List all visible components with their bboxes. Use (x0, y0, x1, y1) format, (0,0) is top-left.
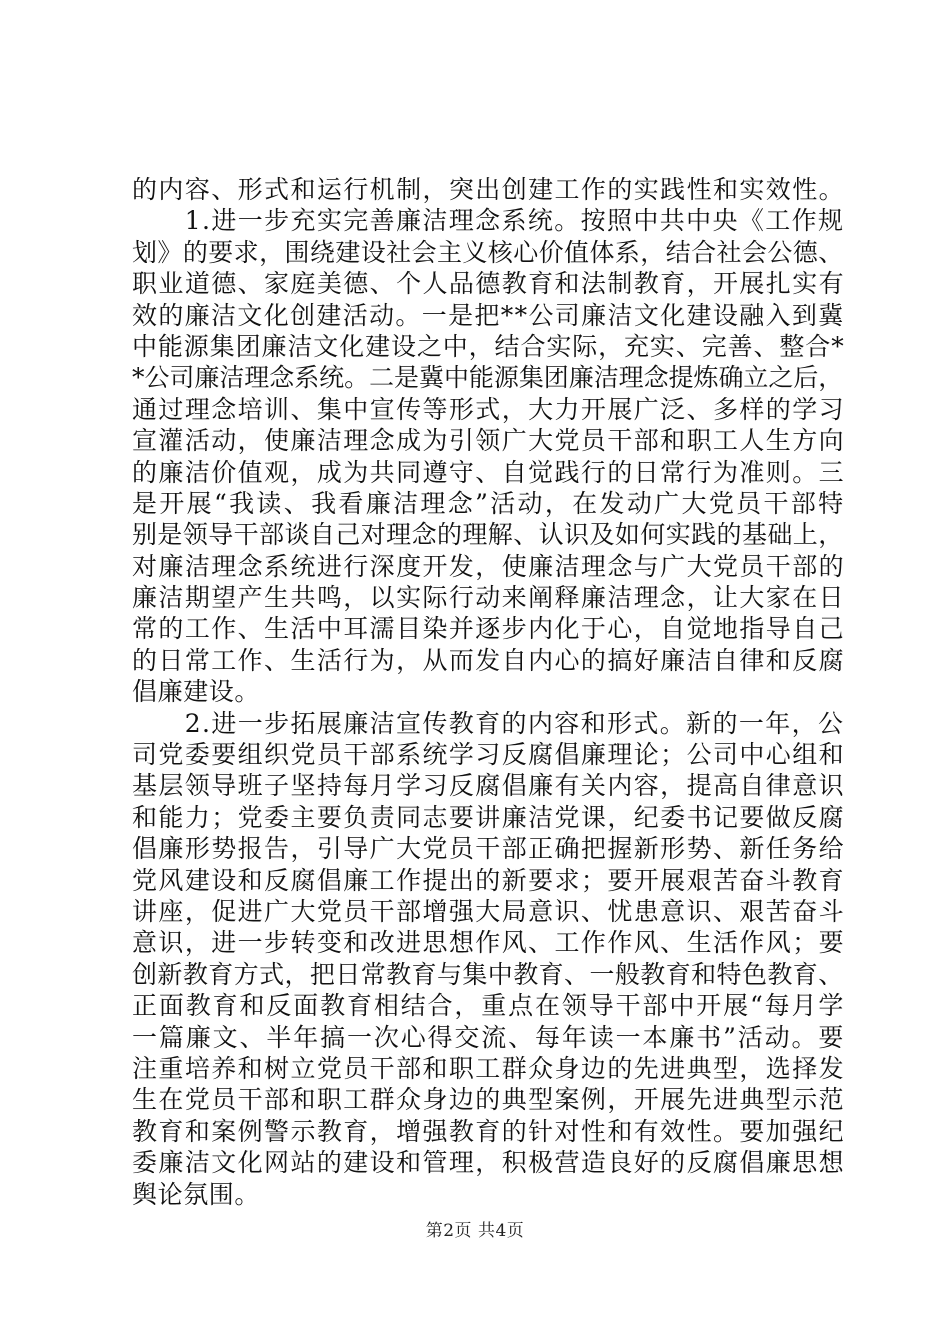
text-line: 创新教育方式，把日常教育与集中教育、一般教育和特色教育、 (132, 959, 844, 989)
text-line: 职业道德、家庭美德、个人品德教育和法制教育，开展扎实有 (132, 269, 846, 299)
text-line: 的日常工作、生活行为，从而发自内心的搞好廉洁自律和反腐 (132, 645, 846, 675)
document-body (132, 174, 844, 1210)
text-line: 正面教育和反面教育相结合，重点在领导干部中开展“每月学 (132, 991, 846, 1021)
text-line: 划》的要求，围绕建设社会主义核心价值体系，结合社会公德、 (132, 237, 844, 267)
text-line: 宣灌活动，使廉洁理念成为引领广大党员干部和职工人生方向 (132, 426, 846, 456)
text-line: 中能源集团廉洁文化建设之中，结合实际，充实、完善、整合* (132, 331, 845, 361)
text-line: 的廉洁价值观，成为共同遵守、自觉践行的日常行为准则。三 (132, 457, 846, 487)
text-line: 基层领导班子坚持每月学习反腐倡廉有关内容，提高自律意识 (132, 771, 846, 801)
text-line: 注重培养和树立党员干部和职工群众身边的先进典型，选择发 (132, 1053, 846, 1083)
text-line: 舆论氛围。 (132, 1179, 261, 1209)
text-line: 和能力；党委主要负责同志要讲廉洁党课，纪委书记要做反腐 (132, 802, 846, 832)
text-line: 一篇廉文、半年搞一次心得交流、每年读一本廉书”活动。要 (132, 1022, 846, 1052)
text-line: 意识，进一步转变和改进思想作风、工作作风、生活作风；要 (132, 928, 846, 958)
text-line: 是开展“我读、我看廉洁理念”活动，在发动广大党员干部特 (132, 488, 846, 518)
text-line: 生在党员干部和职工群众身边的典型案例，开展先进典型示范 (132, 1085, 846, 1115)
text-line: 倡廉建设。 (132, 677, 261, 707)
text-line: 委廉洁文化网站的建设和管理，积极营造良好的反腐倡廉思想 (132, 1148, 846, 1178)
text-line: 讲座，促进广大党员干部增强大局意识、忧患意识、艰苦奋斗 (132, 896, 846, 926)
page-number-footer: 第2页 共4页 (425, 1221, 525, 1241)
text-line: 司党委要组织党员干部系统学习反腐倡廉理论；公司中心组和 (132, 740, 846, 770)
text-line: 2.进一步拓展廉洁宣传教育的内容和形式。新的一年，公 (132, 708, 845, 738)
text-line: 廉洁期望产生共鸣，以实际行动来阐释廉洁理念，让大家在日 (132, 583, 846, 613)
text-line: 通过理念培训、集中宣传等形式，大力开展广泛、多样的学习 (132, 394, 846, 424)
text-line: 常的工作、生活中耳濡目染并逐步内化于心，自觉地指导自己 (132, 614, 846, 644)
text-line: *公司廉洁理念系统。二是冀中能源集团廉洁理念提炼确立之后， (132, 363, 844, 393)
text-line: 对廉洁理念系统进行深度开发，使廉洁理念与广大党员干部的 (132, 551, 846, 581)
text-line: 倡廉形势报告，引导广大党员干部正确把握新形势、新任务给 (132, 834, 846, 864)
text-line: 别是领导干部谈自己对理念的理解、认识及如何实践的基础上， (132, 520, 844, 550)
text-line: 1.进一步充实完善廉洁理念系统。按照中共中央《工作规 (132, 206, 845, 236)
text-line: 教育和案例警示教育，增强教育的针对性和有效性。要加强纪 (132, 1116, 846, 1146)
text-line: 党风建设和反腐倡廉工作提出的新要求；要开展艰苦奋斗教育 (132, 865, 846, 895)
text-line: 效的廉洁文化创建活动。一是把**公司廉洁文化建设融入到冀 (132, 300, 845, 330)
text-line: 的内容、形式和运行机制，突出创建工作的实践性和实效性。 (132, 175, 846, 204)
